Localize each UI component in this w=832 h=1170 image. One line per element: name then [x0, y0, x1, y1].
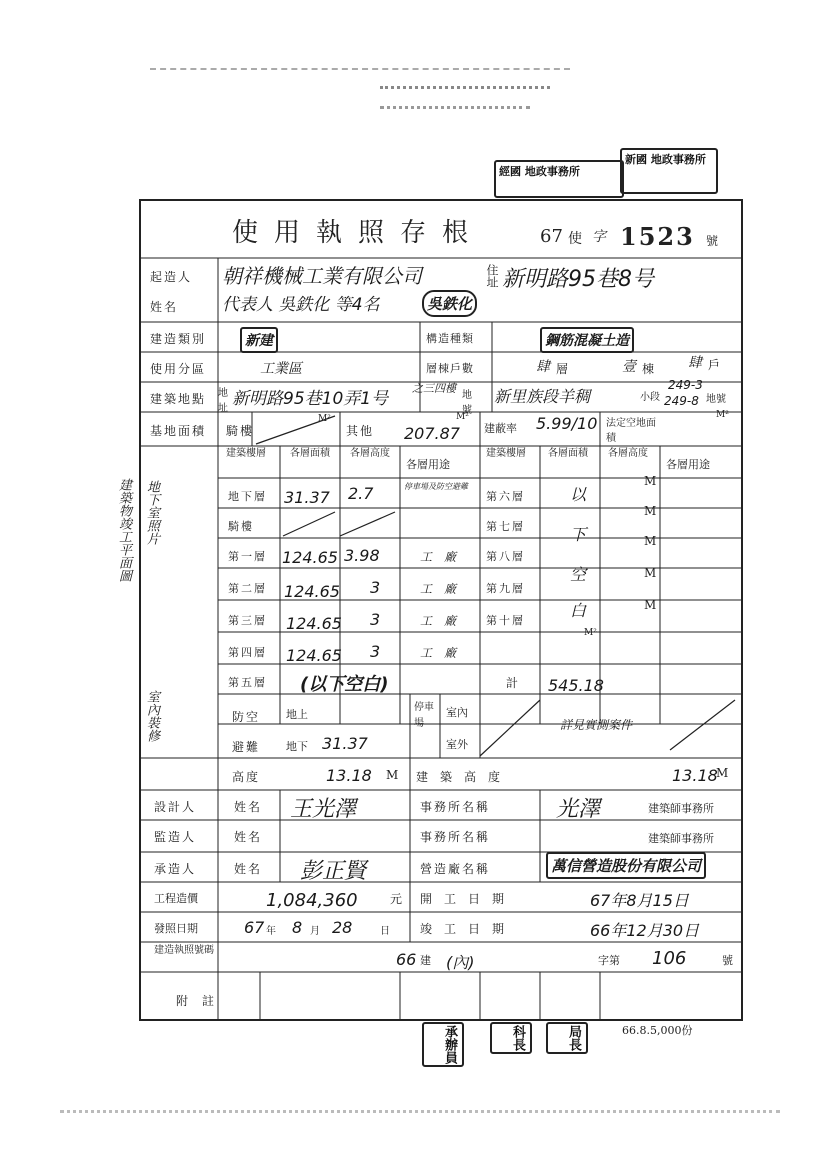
floor-l-2-area: 124.65	[282, 548, 338, 567]
sub-value-2: 249-8	[664, 394, 699, 408]
coverage-value: 5.99/10	[536, 414, 598, 433]
issue-year: 67	[244, 918, 265, 937]
shelter-label-2: 避難	[232, 740, 261, 754]
class-label: 建造類別	[150, 332, 207, 346]
license-suffix: 字	[592, 229, 606, 245]
license-year: 67	[540, 226, 563, 247]
bldg-height-unit: M	[716, 766, 729, 780]
hdr-r-use: 各層用途	[666, 458, 710, 471]
shelter-label-1: 防空	[232, 710, 261, 724]
footer-print: 66.8.5,000份	[622, 1024, 693, 1037]
margin-note-3: 室內裝修	[144, 690, 159, 742]
floor-l-0-area: 31.37	[284, 488, 330, 507]
license-number: 1523	[620, 222, 695, 251]
zone-label: 使用分區	[150, 362, 207, 376]
floor-r-2: 第八層	[486, 550, 525, 563]
owner-label-bottom: 姓名	[150, 300, 179, 314]
seal-section-chief: 科長	[490, 1022, 532, 1054]
right-blank-4: 白	[570, 601, 587, 620]
stamp-left: 經國 地政事務所	[494, 160, 624, 198]
hdr-l-use: 各層用途	[406, 458, 450, 471]
unit-m-3: M	[644, 534, 657, 548]
issue-day: 28	[332, 918, 353, 937]
designer-name-label: 姓名	[234, 800, 263, 814]
floor-l-6-area: (以下空白)	[300, 674, 389, 695]
shelter-below-value: 31.37	[322, 734, 368, 753]
legal-label: 法定空地面積	[606, 418, 656, 444]
shelter-below: 地下	[286, 740, 308, 753]
contractor-firm-label: 營造廠名稱	[420, 862, 491, 876]
height-unit: M	[386, 768, 399, 782]
floor-l-6: 第五層	[228, 676, 267, 689]
floor-l-3-use: 工廠	[420, 582, 469, 596]
cost-unit: 元	[390, 892, 403, 906]
license-label: 號	[706, 234, 719, 248]
shelter-note: 詳見實測案件	[560, 718, 633, 732]
hdr-r-floor: 建築樓層	[486, 448, 526, 459]
other-value: 207.87	[404, 424, 460, 443]
issue-label: 發照日期	[154, 922, 198, 935]
parking-outdoor: 室外	[446, 738, 468, 751]
shelter-above: 地上	[286, 708, 308, 721]
license-prefix: 使	[568, 231, 582, 247]
designer-office-suffix: 建築師事務所	[648, 802, 714, 815]
permit-suffix: 號	[722, 954, 733, 967]
floor-r-0: 第六層	[486, 490, 525, 503]
supervisor-name-label: 姓名	[234, 830, 263, 844]
designer-role: 設計人	[154, 800, 197, 814]
unit-m-2: M	[644, 504, 657, 518]
permit-label: 建造執照號碼	[154, 945, 214, 956]
height-value: 13.18	[326, 766, 372, 785]
start-value: 67年8月15日	[590, 891, 689, 910]
floor-r-4: 第十層	[486, 614, 525, 627]
other-unit: M²	[456, 412, 469, 422]
bldg-height-label: 建築高度	[416, 770, 513, 784]
floor-l-5: 第四層	[228, 646, 267, 659]
footer-fax-line	[60, 1110, 780, 1113]
sub-label: 小段	[640, 392, 660, 403]
supervisor-role: 監造人	[154, 830, 197, 844]
lot-label: 地號	[462, 390, 472, 416]
floor-l-2: 第一層	[228, 550, 267, 563]
unit-m2-1: M²	[584, 628, 597, 638]
floor-l-3-area: 124.65	[284, 582, 340, 601]
addr-label: 建築地點	[150, 392, 207, 406]
bldg-height-value: 13.18	[672, 766, 718, 785]
issue-ymd-m: 月	[310, 926, 320, 937]
owner-label-top: 起造人	[150, 270, 193, 284]
struct-label: 構造種類	[426, 332, 474, 345]
floor-l-3-height: 3	[370, 578, 381, 597]
finish-value: 66年12月30日	[590, 921, 700, 940]
height-label: 高度	[232, 770, 261, 784]
households-label: 層棟戶數	[426, 362, 474, 375]
parking-label: 停車場	[414, 702, 434, 729]
arcade-unit: M²	[318, 414, 331, 424]
hdr-r-height: 各層高度	[608, 448, 648, 459]
floor-l-5-height: 3	[370, 642, 381, 661]
floor-l-1: 騎樓	[228, 520, 254, 533]
class-value: 新建	[240, 327, 278, 353]
zone-value: 工業區	[260, 361, 302, 377]
lot-value: 新里族段羊稠	[494, 387, 591, 406]
floor-l-2-use: 工廠	[420, 550, 469, 564]
addr-prefix: 地址	[218, 388, 228, 414]
floor-r-1: 第七層	[486, 520, 525, 533]
issue-ymd-d: 日	[380, 926, 390, 937]
cost-label: 工程造價	[154, 892, 198, 905]
floors-unit: 層	[556, 362, 571, 376]
designer-name: 王光澤	[290, 797, 357, 822]
floor-l-2-height: 3.98	[344, 546, 380, 565]
floor-l-5-use: 工廠	[420, 646, 469, 660]
issue-month: 8	[292, 918, 303, 937]
households-value: 肆	[688, 355, 702, 371]
floor-l-0-use: 停車場及防空避難	[404, 482, 468, 491]
floor-l-0: 地下層	[228, 490, 267, 503]
issue-ymd-y: 年	[266, 926, 276, 937]
permit-char1: 建	[420, 954, 431, 967]
unit-m-4: M	[644, 566, 657, 580]
owner-name: 朝祥機械工業有限公司	[222, 264, 422, 288]
buildings-value: 壹	[622, 359, 636, 375]
designer-office-label: 事務所名稱	[420, 800, 491, 814]
floor-l-4-area: 124.65	[286, 614, 342, 633]
households-unit: 戶	[708, 358, 723, 372]
seal-director: 局長	[546, 1022, 588, 1054]
floor-l-4-height: 3	[370, 610, 381, 629]
owner-seal: 吳鉄化	[422, 290, 477, 317]
hdr-l-height: 各層高度	[350, 448, 390, 459]
hdr-l-floor: 建築樓層	[226, 448, 266, 459]
margin-note-2: 地下室照片	[144, 480, 159, 545]
lot-suffix: 地號	[706, 394, 726, 405]
owner-rep: 代表人 吳鉄化 等4名	[222, 295, 380, 315]
contractor-role: 承造人	[154, 862, 197, 876]
right-blank-2: 下	[570, 525, 587, 544]
owner-addr-label: 住址	[485, 264, 499, 288]
area-label: 基地面積	[150, 424, 207, 438]
permit-char3: 字第	[598, 954, 620, 967]
floor-l-4: 第三層	[228, 614, 267, 627]
start-label: 開工日期	[420, 892, 517, 906]
right-blank-3: 空	[570, 565, 587, 584]
designer-office: 光澤	[556, 797, 601, 822]
arcade-label: 騎樓	[226, 424, 255, 438]
addr-extra: 之三四樓	[412, 382, 456, 395]
buildings-unit: 棟	[642, 362, 657, 376]
unit-m-5: M	[644, 598, 657, 612]
other-label: 其他	[346, 424, 375, 438]
contractor-name: 彭正賢	[300, 859, 367, 884]
permit-char2: (內)	[446, 953, 475, 972]
contractor-firm: 萬信營造股份有限公司	[546, 852, 706, 879]
addr-value: 新明路95巷10弄1号	[232, 389, 389, 409]
note-label: 附註	[176, 994, 229, 1008]
owner-address: 新明路95巷8号	[502, 267, 654, 292]
form-title: 使用執照存根	[232, 218, 485, 248]
finish-label: 竣工日期	[420, 922, 517, 936]
margin-note-1: 建築物竣工平面圖	[116, 478, 131, 582]
supervisor-office-suffix: 建築師事務所	[648, 832, 714, 845]
floor-l-4-use: 工廠	[420, 614, 469, 628]
floor-r-3: 第九層	[486, 582, 525, 595]
floor-total: 545.18	[548, 676, 604, 695]
permit-number: 106	[652, 948, 687, 969]
seal-clerk: 承辦員	[422, 1022, 464, 1067]
permit-year: 66	[396, 950, 417, 969]
sub-value-1: 249-3	[668, 378, 703, 392]
supervisor-office-label: 事務所名稱	[420, 830, 491, 844]
struct-value: 鋼筋混凝土造	[540, 327, 634, 353]
floor-r-6: 計	[506, 676, 521, 690]
floors-value: 肆	[536, 359, 550, 375]
cost-value: 1,084,360	[266, 890, 358, 911]
floor-l-0-height: 2.7	[348, 484, 374, 503]
hdr-r-area: 各層面積	[548, 448, 588, 459]
right-blank-1: 以	[570, 485, 587, 504]
floor-l-5-area: 124.65	[286, 646, 342, 665]
hdr-l-area: 各層面積	[290, 448, 330, 459]
parking-indoor: 室內	[446, 706, 468, 719]
contractor-name-label: 姓名	[234, 862, 263, 876]
legal-unit: M²	[716, 410, 729, 420]
coverage-label: 建蔽率	[484, 422, 517, 435]
floor-l-3: 第二層	[228, 582, 267, 595]
stamp-right: 新國 地政事務所	[620, 148, 718, 194]
unit-m-1: M	[644, 474, 657, 488]
